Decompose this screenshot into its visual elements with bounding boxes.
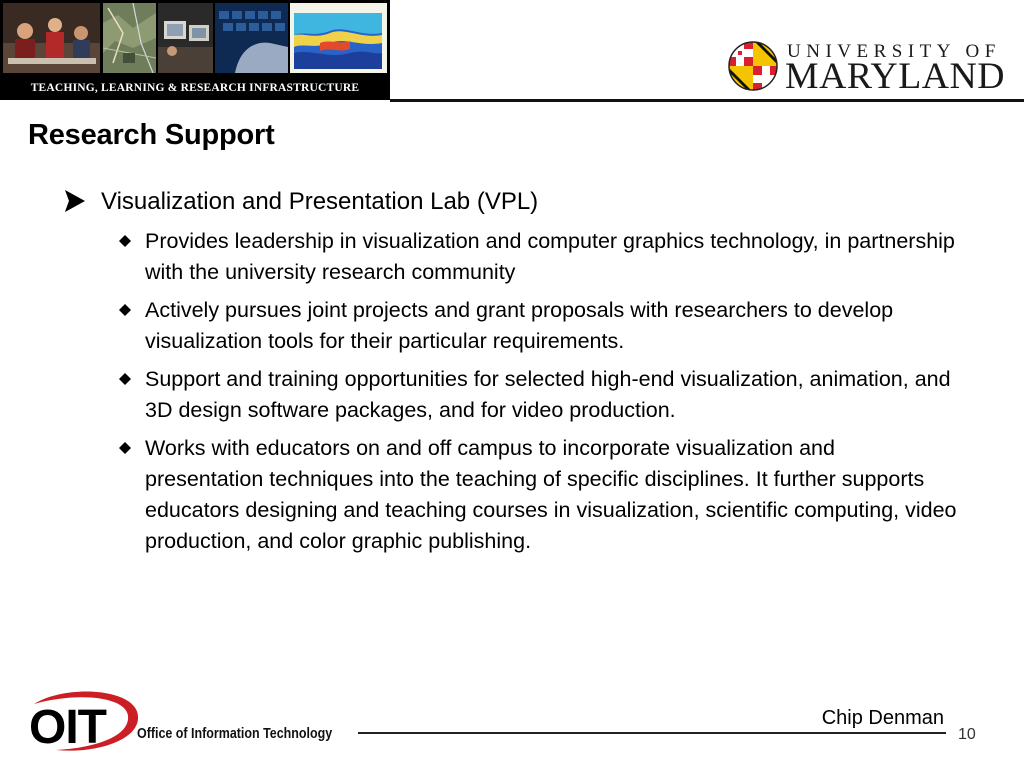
page-number: 10 [958,726,976,743]
sub-bullet-text: Works with educators on and off campus to incorporate visualization and presentation techniques into the teaching of specific disciplines. It further supports educators designing and teaching courses in visualization, scientific computing, video production, and color graphic publishing. [145,436,957,553]
map-photo [103,3,156,73]
sub-bullet [118,295,958,357]
sub-bullet [118,364,958,426]
oit-logo [26,688,356,758]
sub-bullet [118,226,958,288]
diamond-bullet-icon [118,303,132,317]
computer-lab-photo [158,3,213,73]
main-bullet [63,186,963,218]
logo-university-of: UNIVERSITY OF [787,41,1001,62]
oit-letters: OIT [29,701,106,754]
sub-bullet [118,433,958,557]
header-banner [0,0,390,100]
sub-bullet-text: Provides leadership in visualization and computer graphics technology, in partnership with the university research community [145,229,955,284]
oit-subtitle: Office of Information Technology [137,726,333,742]
arrow-bullet-icon [63,188,87,214]
slide-title: Research Support [28,119,275,151]
maryland-flag-shield-icon [727,40,779,92]
sub-bullet-text: Support and training opportunities for selected high-end visualization, animation, and 3D design software packages, and for video production. [145,367,951,422]
header-divider [390,99,1024,102]
diamond-bullet-icon [118,234,132,248]
main-bullet-text: Visualization and Presentation Lab (VPL) [101,188,539,215]
logo-maryland: MARYLAND [785,56,1006,97]
keyboard-photo [215,3,288,73]
university-of-maryland-logo [727,38,1017,96]
sub-bullet-text: Actively pursues joint projects and grant proposals with researchers to develop visualization tools for their particular requirements. [145,298,894,353]
presenter-name: Chip Denman [821,707,944,729]
simulation-plot-photo [290,3,387,73]
sub-bullet-list [118,226,958,564]
classroom-photo [3,3,100,73]
diamond-bullet-icon [118,372,132,386]
banner-photo-strip [0,0,390,76]
footer-divider [358,732,946,734]
diamond-bullet-icon [118,441,132,455]
banner-caption: TEACHING, LEARNING & RESEARCH INFRASTRUCTURE [30,82,360,94]
